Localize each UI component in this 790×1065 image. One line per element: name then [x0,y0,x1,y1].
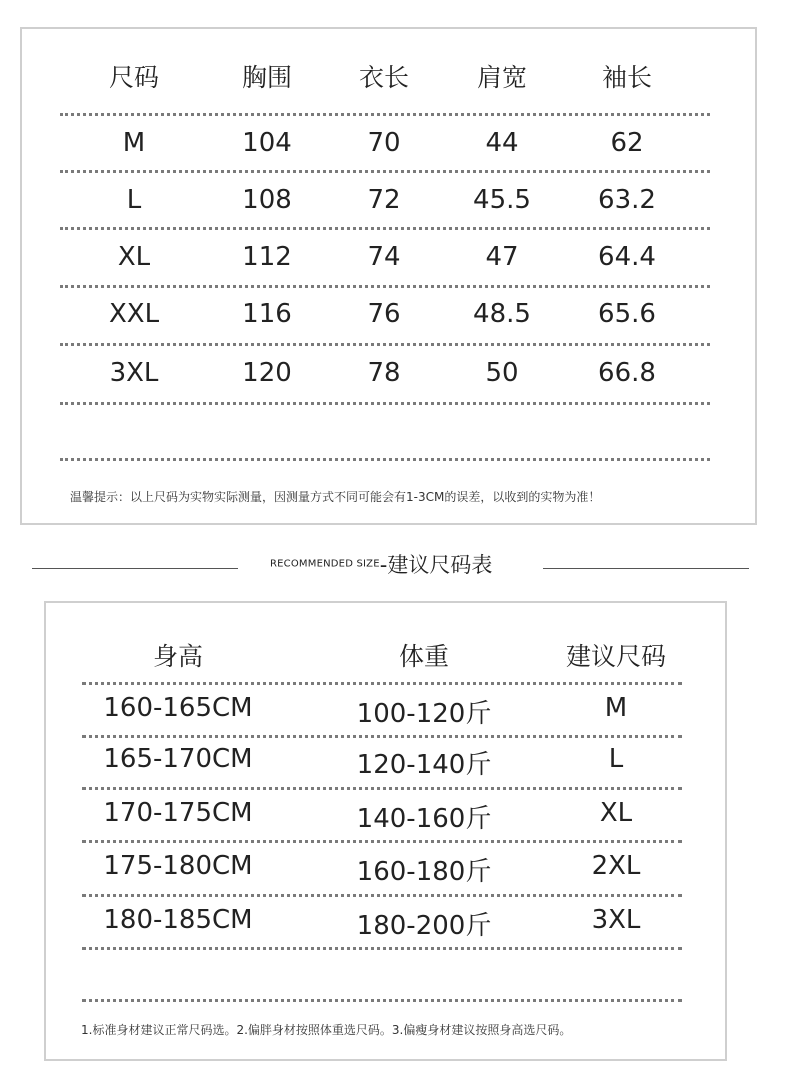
recommend-table-cell: 175-180CM [103,851,253,881]
recommend-table-cell: 120-140斤 [356,750,492,780]
recommend-table-cell: XL [599,798,633,828]
size-row-divider [60,343,710,346]
recommend-row-divider [82,999,682,1002]
size-table-cell: 3XL [109,358,159,388]
size-row-divider [60,402,710,405]
size-table-cell: 44 [485,128,519,158]
size-header-cell: 尺码 [108,63,160,92]
size-chart-panel [20,27,757,525]
size-table-cell: 70 [367,128,401,158]
size-table-cell: 48.5 [473,299,531,329]
size-table-cell: 45.5 [473,185,531,215]
recommend-row-divider [82,735,682,738]
recommend-header-cell: 身高 [152,642,204,671]
recommend-row-divider [82,947,682,950]
recommend-row-divider [82,682,682,685]
recommend-table-cell: 180-200斤 [356,911,492,941]
recommend-table-cell: 140-160斤 [356,804,492,834]
caption-divider-right [543,568,749,569]
size-table-cell: 108 [242,185,292,215]
size-table-cell: 63.2 [598,185,656,215]
size-table-cell: XL [117,242,151,272]
size-table-cell: 76 [367,299,401,329]
recommend-row-divider [82,787,682,790]
recommend-chart-note: 1.标准身材建议正常尺码选。2.偏胖身材按照体重选尺码。3.偏瘦身材建议按照身高选尺码。 [81,1023,572,1037]
recommend-table-cell: M [604,693,628,723]
size-table-cell: L [126,185,142,215]
size-table-cell: 62 [610,128,644,158]
size-table-cell: 104 [242,128,292,158]
size-table-cell: 50 [485,358,519,388]
size-table-cell: 74 [367,242,401,272]
recommend-table-cell: 160-180斤 [356,857,492,887]
size-chart-note: 温馨提示：以上尺码为实物实际测量，因测量方式不同可能会有1-3CM的误差，以收到的实物为准！ [70,490,601,504]
recommend-table-cell: 165-170CM [103,744,253,774]
recommend-table-cell: L [608,744,624,774]
size-header-cell: 肩宽 [476,63,528,92]
size-table-cell: 65.6 [598,299,656,329]
recommend-table-cell: 160-165CM [103,693,253,723]
size-table-cell: 72 [367,185,401,215]
size-table-cell: 120 [242,358,292,388]
size-table-cell: M [122,128,146,158]
size-table-cell: 64.4 [598,242,656,272]
caption-english: RECOMMENDED SIZE [270,558,380,570]
size-header-cell: 袖长 [601,63,653,92]
size-table-cell: 116 [242,299,292,329]
size-table-cell: 78 [367,358,401,388]
recommend-row-divider [82,840,682,843]
recommend-header-cell: 建议尺码 [565,642,667,671]
size-table-cell: 112 [242,242,292,272]
size-header-cell: 衣长 [358,63,410,92]
recommend-table-cell: 2XL [591,851,641,881]
size-header-cell: 胸围 [241,63,293,92]
recommend-row-divider [82,894,682,897]
caption-divider-left [32,568,238,569]
recommend-header-cell: 体重 [398,642,450,671]
size-row-divider [60,458,710,461]
recommend-table-cell: 100-120斤 [356,699,492,729]
section-caption [270,549,492,579]
size-row-divider [60,227,710,230]
recommend-table-cell: 170-175CM [103,798,253,828]
size-row-divider [60,170,710,173]
size-row-divider [60,285,710,288]
size-table-cell: XXL [108,299,160,329]
size-row-divider [60,113,710,116]
recommend-table-cell: 180-185CM [103,905,253,935]
size-table-cell: 66.8 [598,358,656,388]
caption-chinese: -建议尺码表 [379,553,493,577]
size-table-cell: 47 [485,242,519,272]
recommend-table-cell: 3XL [591,905,641,935]
